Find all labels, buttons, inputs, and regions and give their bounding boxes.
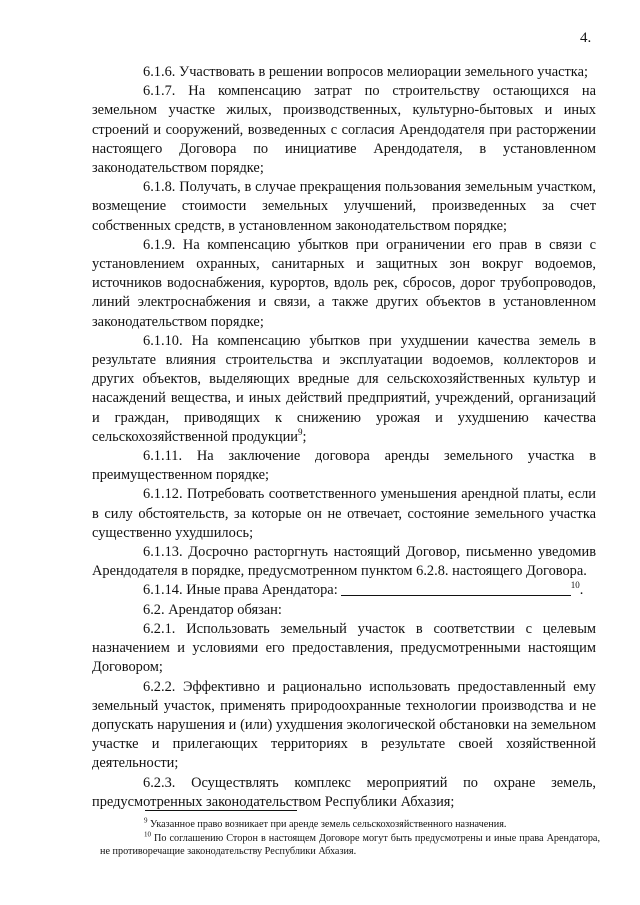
clause-6-1-10	[92, 332, 596, 447]
clause-number: 6.1.7.	[143, 83, 176, 100]
clause-text: На компенсацию затрат по строительству остающихся на земельном участке жилых, производственных, культурно-бытовых и иных строений и сооружений, возведенных с согласия Арендодателя при расторжении настоящего Договора по инициативе Арендодателя, в установленном законодательством порядке;	[92, 83, 596, 177]
footnote-reference[interactable]: 9	[298, 427, 303, 438]
clause-number: 6.1.9.	[143, 236, 176, 253]
footnote-mark: 10	[144, 830, 151, 839]
clause-number: 6.2.2.	[143, 678, 176, 695]
clause-number: 6.1.12.	[143, 486, 183, 503]
clause-number: 6.2.3.	[143, 774, 176, 791]
footnotes	[100, 818, 600, 859]
clause-text: Потребовать соответственного уменьшения арендной платы, если в силу обстоятельств, за которые он не отвечает, состояние земельного участка существенно ухудшилось;	[92, 486, 596, 541]
clause-text: Использовать земельный участок в соответствии с целевым назначением и условиями его предоставления, предусмотренными настоящим Договором;	[92, 620, 596, 676]
clause-6-2-3	[92, 774, 596, 812]
clause-number: 6.2.	[143, 601, 165, 618]
clause-text: Досрочно расторгнуть настоящий Договор, письменно уведомив Арендодателя в порядке, предусмотренном пунктом 6.2.8. настоящего Договора.	[92, 544, 596, 580]
clause-number: 6.1.8.	[143, 179, 176, 196]
footnote-mark: 9	[144, 816, 148, 825]
clause-6-1-12	[92, 485, 596, 543]
footnote-divider	[145, 810, 297, 811]
clause-text: Осуществлять комплекс мероприятий по охране земель, предусмотренных законодательством Республики Абхазия;	[92, 774, 596, 810]
clause-text: Получать, в случае прекращения пользования земельным участком, возмещение стоимости земельных улучшений, произведенных за счет собственных средств, в установленном законодательством порядке;	[92, 179, 596, 234]
clause-number: 6.2.1.	[143, 620, 176, 637]
clause-6-1-11	[92, 447, 596, 485]
clause-6-2	[92, 601, 596, 620]
clause-6-1-6	[92, 63, 596, 82]
clause-text: Иные права Арендатора:	[186, 582, 338, 599]
footnote-reference[interactable]: 10	[570, 580, 580, 591]
footnote-text: По соглашению Сторон в настоящем Договоре могут быть предусмотрены и иные права Арендатора, не противоречащие законодательству Республики Абхазия.	[100, 832, 601, 857]
clause-6-2-1	[92, 620, 596, 678]
clause-text: Эффективно и рационально использовать предоставленный ему земельный участок, применять природоохранные технологии производства и не допускать нарушения и (или) ухудшения экологической обстановки на земельном участке и прилегающих территориях в результате своей хозяйственной деятельности;	[92, 678, 596, 772]
clause-6-1-7	[92, 82, 596, 178]
page-number: 4.	[580, 30, 592, 46]
clause-number: 6.1.13.	[143, 544, 183, 561]
document-body	[92, 63, 596, 812]
clause-number: 6.1.11.	[143, 448, 183, 465]
footnote-9	[100, 818, 600, 832]
footnote-text: Указанное право возникает при аренде земель сельскохозяйственного назначения.	[150, 819, 507, 830]
clause-number: 6.1.14.	[143, 582, 183, 599]
clause-text: Арендатор обязан:	[168, 601, 282, 618]
clause-6-1-8	[92, 178, 596, 236]
clause-punctuation: ;	[302, 428, 307, 445]
clause-text: Участвовать в решении вопросов мелиорации земельного участка;	[179, 64, 588, 80]
blank-fill-line[interactable]	[341, 581, 571, 596]
clause-number: 6.1.10.	[143, 332, 183, 349]
clause-text: На компенсацию убытков при ухудшении качества земель в результате влияния строительства и эксплуатации водоемов, коллекторов и других объектов, выделяющих вредные для сельскохозяйственных культур и насаждений вещества, и иных действий предприятий, учреждений, организаций и граждан, приводящих к снижению урожая и ухудшению качества сельскохозяйственной продукции	[92, 332, 596, 445]
clause-6-2-2	[92, 678, 596, 774]
clause-6-1-13	[92, 543, 596, 581]
clause-punctuation: .	[579, 582, 584, 599]
footnote-10	[100, 832, 600, 859]
clause-text: На компенсацию убытков при ограничении его прав в связи с установлением охранных, санитарных и защитных зон вокруг водоемов, источников водоснабжения, курортов, вдоль рек, сбросов, дорог трубопроводов, линий электроснабжения и связи, а также других объектов в установленном законодательством порядке;	[92, 236, 596, 330]
clause-number: 6.1.6.	[143, 64, 176, 80]
clause-6-1-9	[92, 236, 596, 332]
clause-text: На заключение договора аренды земельного участка в преимущественном порядке;	[92, 448, 596, 484]
clause-6-1-14	[92, 581, 596, 600]
